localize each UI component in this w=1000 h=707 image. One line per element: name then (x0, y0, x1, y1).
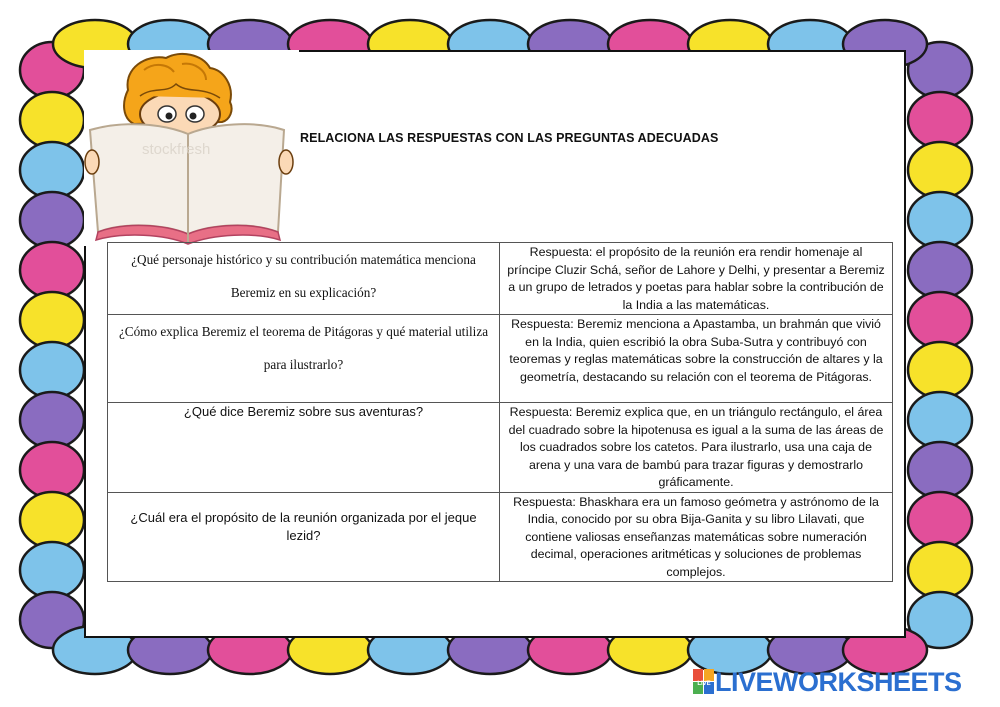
live-badge-text: LIVE (697, 681, 711, 687)
border-scallop (20, 492, 84, 548)
table-row (108, 315, 893, 403)
border-scallop (20, 342, 84, 398)
border-scallop (908, 492, 972, 548)
border-scallop (908, 142, 972, 198)
question-cell: ¿Cómo explica Beremiz el teorema de Pitágoras y qué material utiliza para ilustrarlo? (108, 315, 500, 403)
border-scallop (908, 292, 972, 348)
live-badge-icon (693, 669, 715, 695)
border-scallop (20, 292, 84, 348)
border-scallop (20, 442, 84, 498)
border-scallop (908, 392, 972, 448)
border-scallop (20, 92, 84, 148)
border-scallop (908, 242, 972, 298)
question-cell: ¿Qué personaje histórico y su contribución matemática menciona Beremiz en su explicación? (108, 243, 500, 315)
border-scallop (908, 442, 972, 498)
stock-watermark: stockfresh (142, 141, 211, 158)
questions-answers-table (107, 242, 893, 582)
table-row (108, 492, 893, 582)
question-cell: ¿Qué dice Beremiz sobre sus aventuras? (108, 403, 500, 493)
answer-cell[interactable]: Respuesta: Bhaskhara era un famoso geómetra y astrónomo de la India, conocido por su obra Bija-Ganita y su libro Lilavati, que contiene valiosas enseñanzas matemáticas sobre numeración decimal, operaciones aritméticas y soluciones de problemas complejos. (500, 492, 893, 582)
border-scallop (20, 192, 84, 248)
border-scallop (908, 192, 972, 248)
border-scallop (908, 342, 972, 398)
liveworksheets-logo-text: LIVEWORKSHEETS (715, 667, 962, 697)
border-scallop (20, 142, 84, 198)
border-scallop (908, 92, 972, 148)
liveworksheets-logo (693, 667, 962, 697)
question-cell: ¿Cuál era el propósito de la reunión organizada por el jeque lezid? (108, 492, 500, 582)
table-row (108, 243, 893, 315)
worksheet-title: RELACIONA LAS RESPUESTAS CON LAS PREGUNTAS ADECUADAS (300, 131, 719, 145)
answer-cell[interactable]: Respuesta: Beremiz explica que, en un triángulo rectángulo, el área del cuadrado sobre la hipotenusa es igual a la suma de las áreas de los cuadrados sobre los catetos. Para ilustrarlo, usa una caja de arena y una vara de bambú para trazar figuras y demostrarlo gráficamente. (500, 403, 893, 493)
border-scallop (20, 392, 84, 448)
answer-cell[interactable]: Respuesta: Beremiz menciona a Apastamba, un brahmán que vivió en la India, quien escribió la obra Suba-Sutra y contribuyó con teoremas y reglas matemáticas sobre la construcción de altares y la geometría, destacando su relación con el teorema de Pitágoras. (500, 315, 893, 403)
border-scallop (908, 542, 972, 598)
border-scallop (20, 542, 84, 598)
answer-cell[interactable]: Respuesta: el propósito de la reunión era rendir homenaje al príncipe Cluzir Schá, señor de Lahore y Delhi, y presentar a Beremiz a un grupo de letrados y poetas para hablar sobre la contribución de la India a las matemáticas. (500, 243, 893, 315)
border-scallop (20, 242, 84, 298)
table-row (108, 403, 893, 493)
boy-reading-book-illustration (84, 50, 299, 246)
